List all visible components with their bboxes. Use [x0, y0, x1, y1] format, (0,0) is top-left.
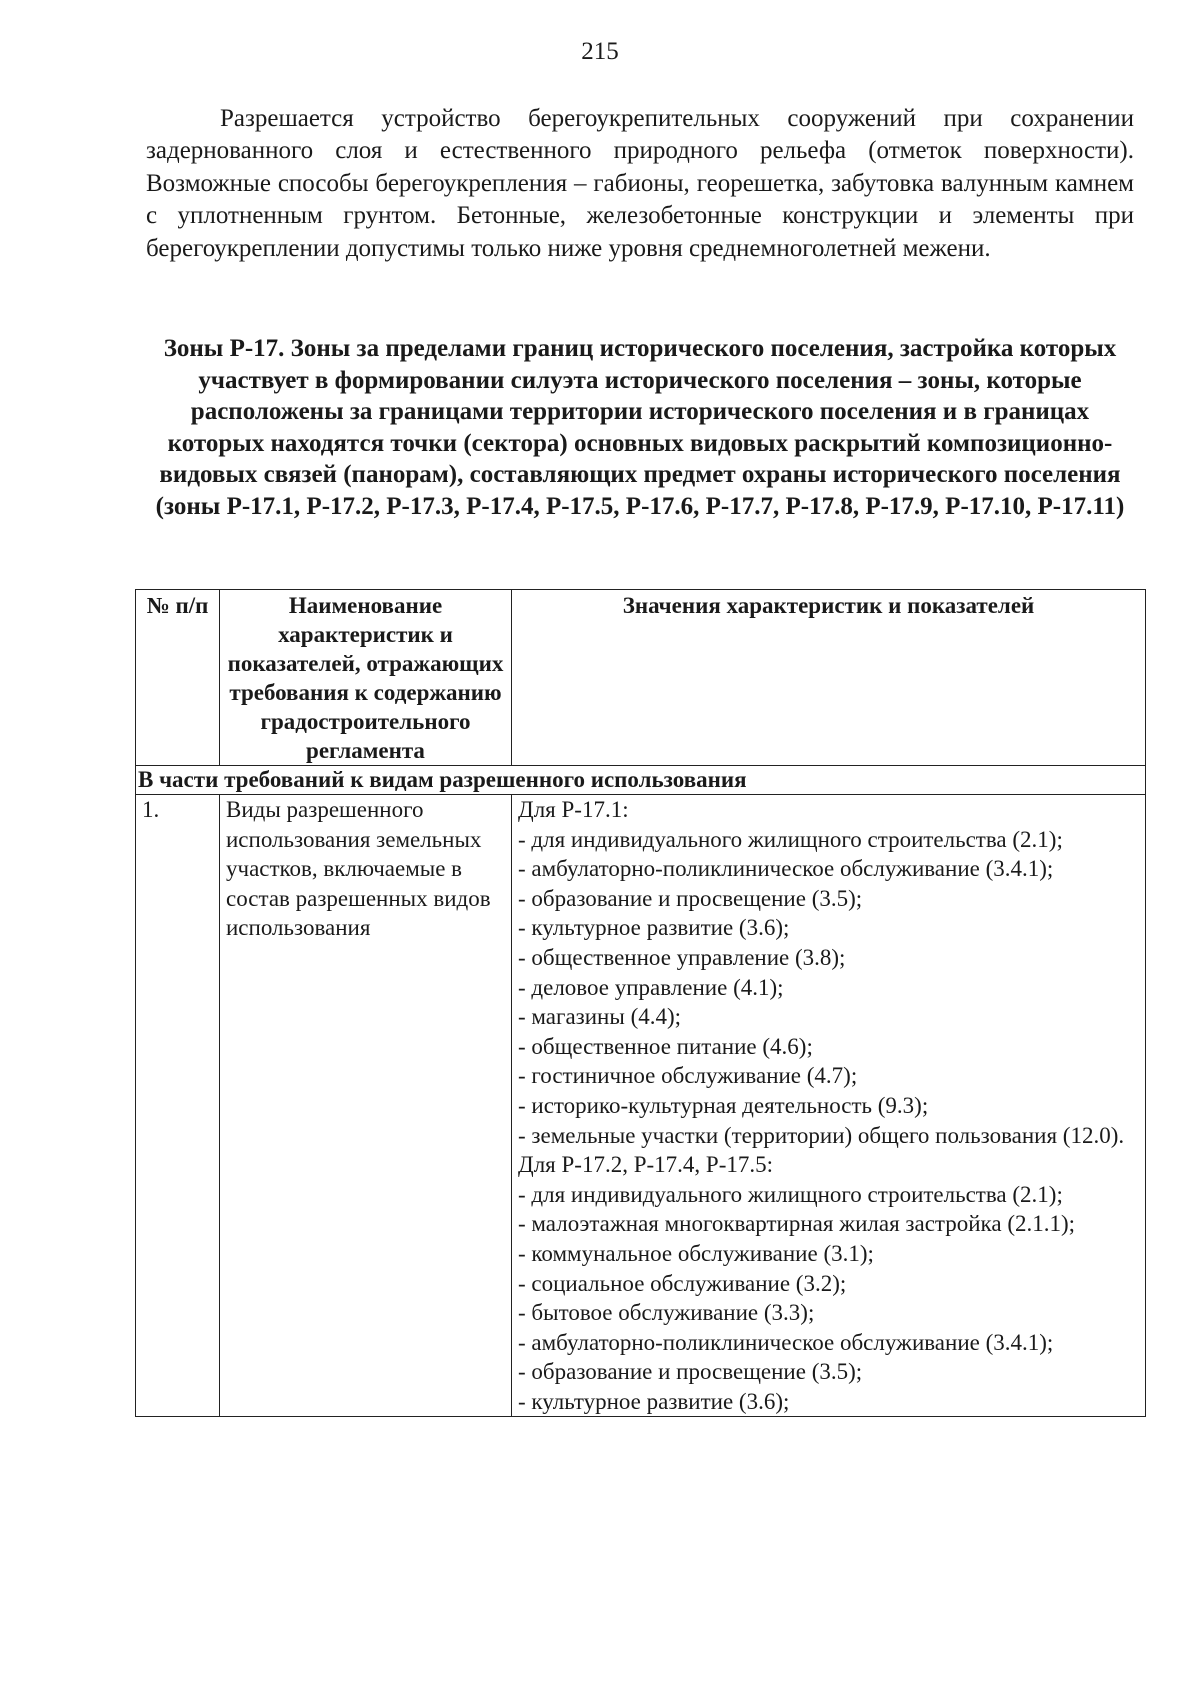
header-number: № п/п — [136, 590, 220, 766]
value-item: - социальное обслуживание (3.2); — [518, 1270, 847, 1296]
values-list — [518, 795, 1139, 1416]
section-row — [136, 766, 1146, 795]
intro-paragraph: Разрешается устройство берегоукрепительных сооружений при сохранении задернованного слоя и естественного природного рельефа (отметок поверхности). Возможные способы берегоукрепления – габионы, георешетка, забутовка валунным камнем с уплотненным грунтом. Бетонные, железобетонные конструкции и элементы при берегоукреплении допустимы только ниже уровня среднемноголетней межени. — [146, 105, 1134, 262]
value-item: - культурное развитие (3.6); — [518, 1388, 790, 1414]
value-item: Для Р-17.2, Р-17.4, Р-17.5: — [518, 1152, 773, 1178]
row-name: Виды разрешенного использования земельных участков, включаемые в состав разрешенных видов использования — [220, 795, 512, 1417]
value-item: - магазины (4.4); — [518, 1004, 682, 1030]
header-name: Наименование характеристик и показателей, отражающих требования к содержанию градостроительного регламента — [220, 590, 512, 766]
value-item: - амбулаторно-поликлиническое обслуживание (3.4.1); — [518, 1329, 1054, 1355]
table-row — [136, 795, 1146, 1417]
page-number: 215 — [581, 38, 619, 65]
value-item: - малоэтажная многоквартирная жилая застройка (2.1.1); — [518, 1211, 1076, 1237]
value-item: - культурное развитие (3.6); — [518, 915, 790, 941]
header-values: Значения характеристик и показателей — [512, 590, 1146, 766]
row-number: 1. — [136, 795, 220, 1417]
value-item: - для индивидуального жилищного строительства (2.1); — [518, 1181, 1063, 1207]
value-item: - деловое управление (4.1); — [518, 974, 784, 1000]
value-item: Для Р-17.1: — [518, 797, 629, 822]
value-item: - для индивидуального жилищного строительства (2.1); — [518, 826, 1063, 852]
value-item: - образование и просвещение (3.5); — [518, 885, 863, 911]
value-item: - земельные участки (территории) общего пользования (12.0). — [518, 1122, 1125, 1148]
value-item: - общественное управление (3.8); — [518, 944, 846, 970]
zone-heading: Зоны Р-17. Зоны за пределами границ исторического поселения, застройка которых участвует в формировании силуэта исторического поселения – зоны, которые расположены за границами территории исторического поселения и в границах которых находятся точки (сектора) основных видовых раскрытий композиционно-видовых связей (панорам), составляющих предмет охраны исторического поселения (зоны Р-17.1, Р-17.2, Р-17.3, Р-17.4, Р-17.5, Р-17.6, Р-17.7, Р-17.8, Р-17.9, Р-17.10, Р-17.11) — [155, 335, 1125, 520]
section-title: В части требований к видам разрешенного использования — [136, 766, 1146, 795]
value-item: - гостиничное обслуживание (4.7); — [518, 1063, 858, 1089]
value-item: - общественное питание (4.6); — [518, 1033, 813, 1059]
value-item: - бытовое обслуживание (3.3); — [518, 1300, 815, 1326]
table-header-row — [136, 590, 1146, 766]
row-values — [512, 795, 1146, 1417]
value-item: - образование и просвещение (3.5); — [518, 1359, 863, 1385]
regulation-table — [135, 589, 1146, 1417]
value-item: - историко-культурная деятельность (9.3); — [518, 1092, 929, 1118]
value-item: - амбулаторно-поликлиническое обслуживание (3.4.1); — [518, 856, 1054, 882]
value-item: - коммунальное обслуживание (3.1); — [518, 1240, 874, 1266]
